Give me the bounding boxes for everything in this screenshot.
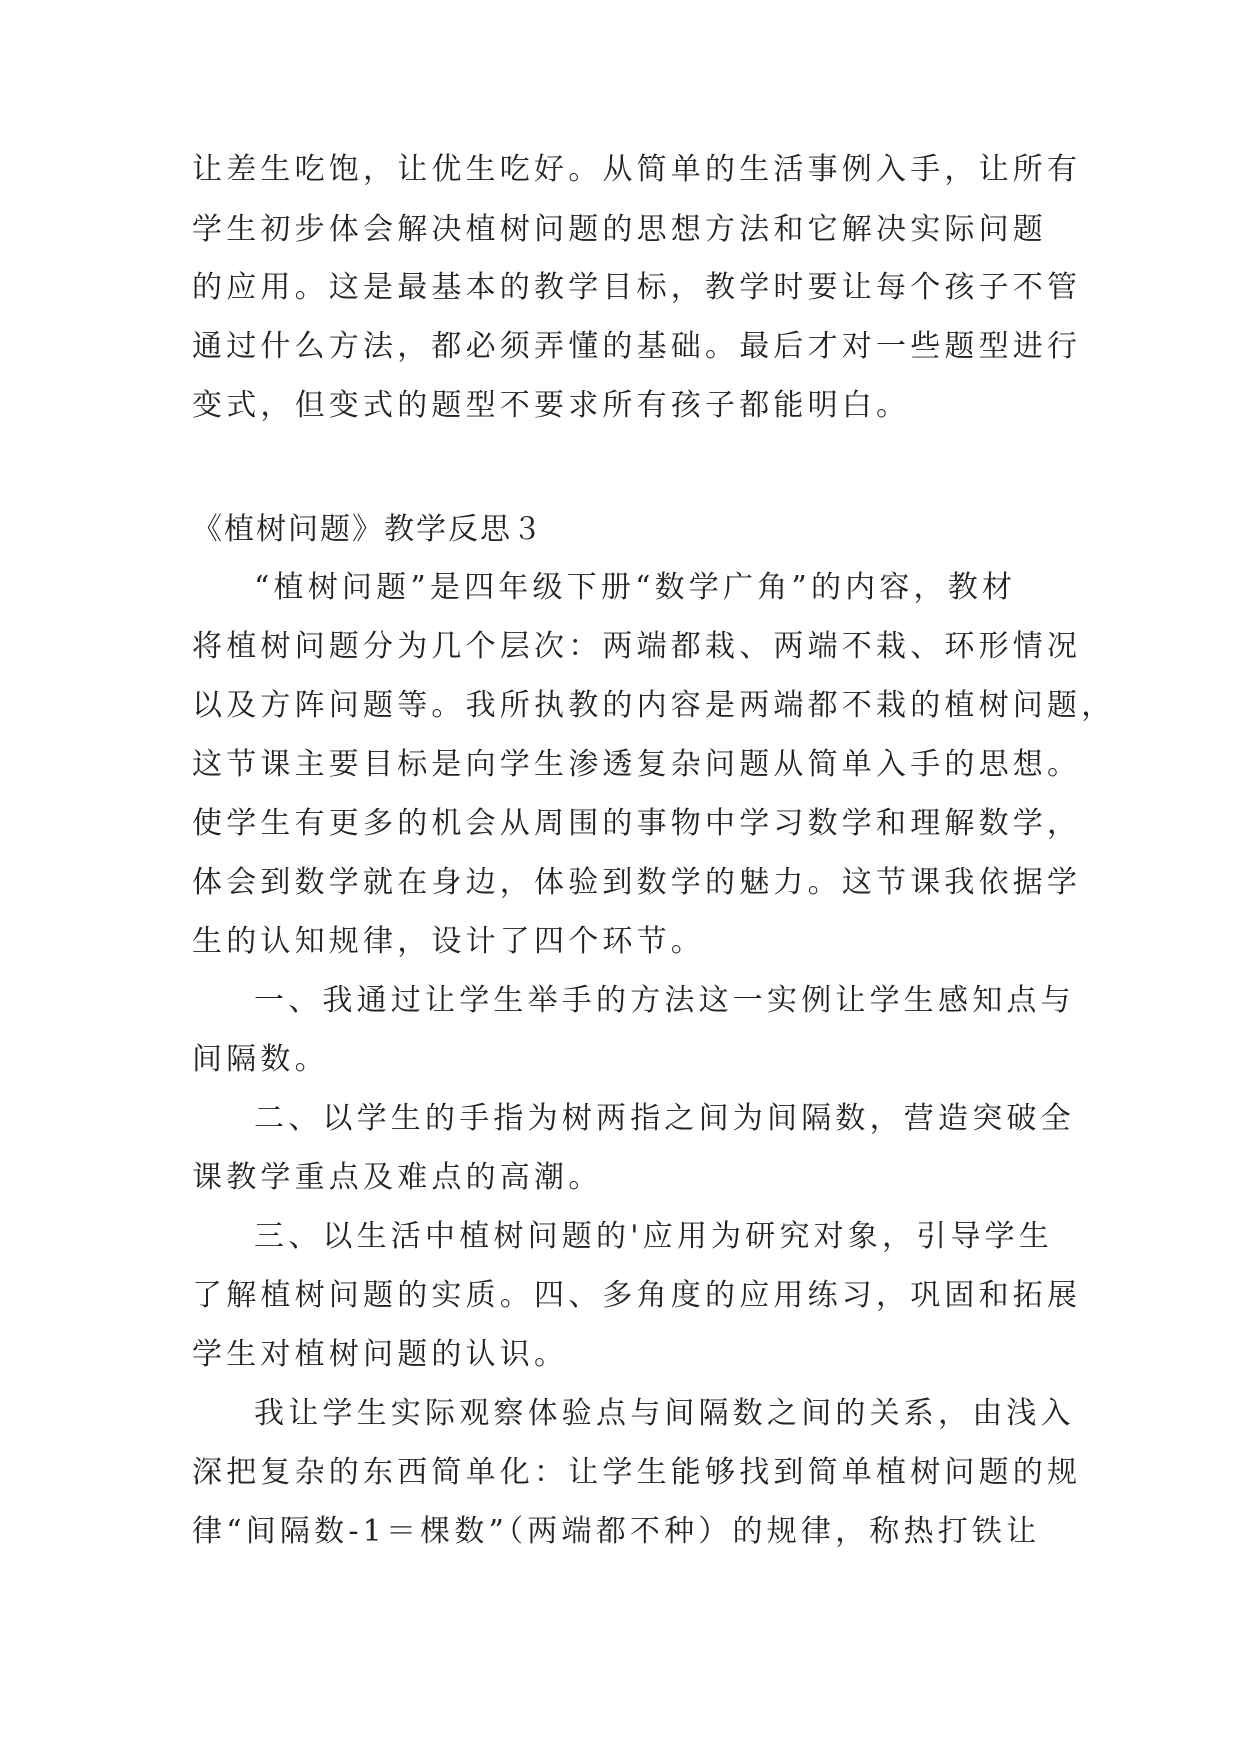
text-line: 这节课主要目标是向学生渗透复杂问题从简单入手的思想。 <box>192 747 1082 782</box>
text-line: 课教学重点及难点的高潮。 <box>192 1160 603 1195</box>
text-line: 生的认知规律，设计了四个环节。 <box>192 924 705 959</box>
text-line: 体会到数学就在身边，体验到数学的魅力。这节课我依据学 <box>192 865 1082 900</box>
text-line: 使学生有更多的机会从周围的事物中学习数学和理解数学， <box>192 806 1082 841</box>
text-line: 了解植树问题的实质。四、多角度的应用练习，巩固和拓展 <box>192 1278 1082 1313</box>
text-line: 一、我通过让学生举手的方法这一实例让学生感知点与 <box>254 983 1075 1018</box>
text-line: 的应用。这是最基本的教学目标，教学时要让每个孩子不管 <box>192 270 1082 305</box>
text-line: 让差生吃饱，让优生吃好。从简单的生活事例入手，让所有 <box>192 152 1082 187</box>
text-line: 通过什么方法，都必须弄懂的基础。最后才对一些题型进行 <box>192 329 1082 364</box>
text-line: 二、以学生的手指为树两指之间为间隔数，营造突破全 <box>254 1101 1075 1136</box>
text-line: 间隔数。 <box>192 1042 329 1077</box>
text-line: 以及方阵问题等。我所执教的内容是两端都不栽的植树问题， <box>192 688 1116 723</box>
text-line: 律“间隔数-1＝棵数”（两端都不种）的规律，称热打铁让 <box>192 1514 1041 1549</box>
text-line: 三、以生活中植树问题的'应用为研究对象，引导学生 <box>254 1219 1054 1254</box>
text-line: 深把复杂的东西简单化：让学生能够找到简单植树问题的规 <box>192 1455 1082 1490</box>
text-line: 将植树问题分为几个层次：两端都栽、两端不栽、环形情况 <box>192 629 1082 664</box>
text-line: 学生初步体会解决植树问题的思想方法和它解决实际问题 <box>192 212 1047 247</box>
text-line: “植树问题”是四年级下册“数学广角”的内容，教材 <box>254 570 1017 605</box>
text-line: 变式，但变式的题型不要求所有孩子都能明白。 <box>192 388 911 423</box>
section-heading: 《植树问题》教学反思３ <box>192 512 544 547</box>
text-line: 我让学生实际观察体验点与间隔数之间的关系，由浅入 <box>254 1396 1075 1431</box>
text-line: 学生对植树问题的认识。 <box>192 1337 569 1372</box>
